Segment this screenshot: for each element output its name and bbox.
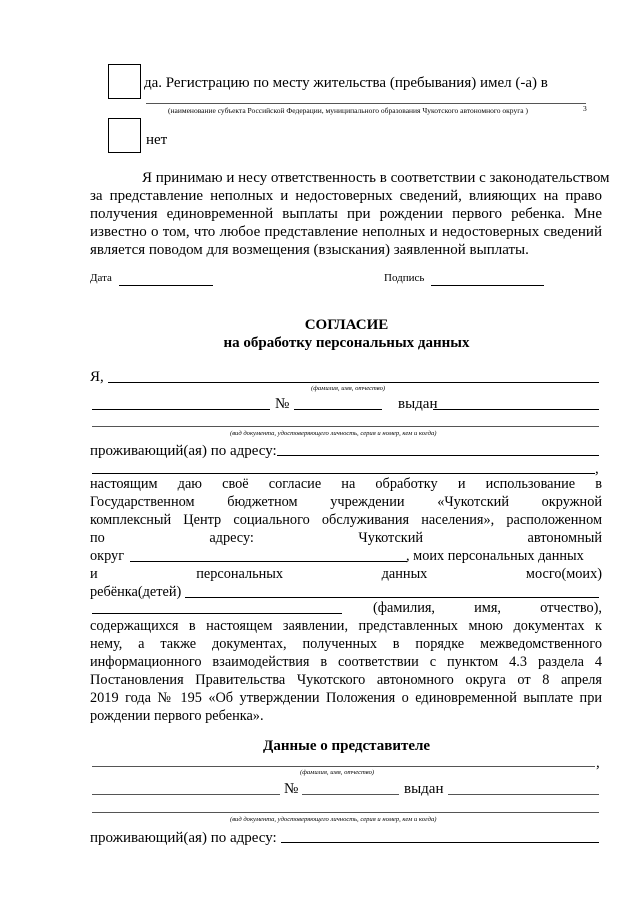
representative-issued-label: выдан [404,781,444,797]
responsibility-line-3: получения единовременной выплаты при рождении первого ребенка. Мне [90,206,602,222]
sign-line[interactable] [431,285,544,286]
consent-body-fio-note: (фамилия, имя, отчество), [373,600,602,616]
representative-living-label: проживающий(ая) по адресу: [90,830,277,846]
representative-doc-line-2[interactable] [92,812,599,813]
representative-fio-comma: , [596,755,600,771]
consent-address-line-2[interactable] [92,473,595,474]
consent-address-comma: , [595,461,599,477]
responsibility-line-2: за представление неполных и недостоверных сведений, влияющих на право [90,188,602,204]
registration-yes-checkbox[interactable] [108,64,141,99]
consent-doc-hint: (вид документа, удостоверяющего личность, серия и номер, кем и когда) [230,430,437,437]
consent-doc-line-2[interactable] [92,426,599,427]
consent-body-line-11: информационного взаимодействия в соответствии с пунктом 4.3 раздела 4 [90,654,602,670]
consent-issued-label: выдан [398,396,438,412]
consent-subtitle: на обработку персональных данных [223,335,470,351]
consent-body-line-4: по адресу: Чукотский автономный [90,530,602,546]
consent-number-sign: № [275,396,290,412]
consent-child-line-2[interactable] [92,613,342,614]
consent-body-line-12: Постановления Правительства Чукотского автономного округа от 8 апреля [90,672,602,688]
consent-address-line-1[interactable] [277,455,599,456]
consent-child-line-1[interactable] [185,597,599,598]
consent-body-line-9: содержащихся в настоящем заявлении, представленных мною документах к [90,618,602,634]
consent-i-label: Я, [90,369,104,385]
consent-okrug-line[interactable] [130,561,407,562]
representative-number-sign: № [284,781,299,797]
representative-fio-hint: (фамилия, имя, отчество) [300,769,375,776]
consent-doc-number-line[interactable] [294,409,382,410]
consent-body-personal-data: , моих персональных данных [406,548,584,564]
representative-fio-line[interactable] [92,766,595,767]
registration-no-checkbox[interactable] [108,118,141,153]
consent-fio-hint: (фамилия, имя, отчество) [311,385,386,392]
sign-label: Подпись [384,272,425,284]
representative-title: Данные о представителе [263,738,431,754]
consent-body-child-label: ребёнка(детей) [90,584,182,600]
date-line[interactable] [119,285,213,286]
consent-title: СОГЛАСИЕ [304,317,389,333]
registration-region-mark: 3 [583,104,587,113]
registration-no-label: нет [146,132,168,148]
consent-body-line-2: Государственном бюджетном учреждении «Чукотский окружной [90,494,602,510]
responsibility-line-4: известно о том, что любое представление неполных и недостоверных сведений [90,224,602,240]
consent-body-line-14: рождении первого ребенка». [90,708,264,724]
responsibility-line-5: является поводом для возмещения (взыскания) заявленной выплаты. [90,242,529,258]
consent-body-line-13: 2019 года № 195 «Об утверждении Положения о единовременной выплате при [90,690,602,706]
registration-region-line[interactable] [146,103,586,104]
representative-issued-line[interactable] [448,794,599,795]
representative-doc-type-line[interactable] [92,794,280,795]
consent-body-line-6: и персональных данных мосго(моих) [90,566,602,582]
date-label: Дата [90,272,112,284]
registration-yes-label: да. Регистрацию по месту жительства (пребывания) имел (-а) в [144,75,548,91]
responsibility-line-1: Я принимаю и несу ответственность в соответствии с законодательством [142,170,610,186]
consent-body-line-3: комплексный Центр социального обслуживания населения», расположенном [90,512,602,528]
registration-region-hint: (наименование субъекта Российской Федерации, муниципального образования Чукотского автономного округа ) [168,106,528,115]
consent-issued-line[interactable] [433,409,599,410]
representative-address-line[interactable] [281,842,599,843]
consent-body-line-10: нему, а также документах, полученных в порядке межведомственного [90,636,602,652]
consent-body-line-1: настоящим даю своё согласие на обработку и использование в [90,476,602,492]
consent-living-label: проживающий(ая) по адресу: [90,443,277,459]
consent-doc-type-line[interactable] [92,409,270,410]
consent-body-okrug: округ [90,548,125,564]
representative-doc-number-line[interactable] [302,794,399,795]
consent-fio-line[interactable] [108,382,599,383]
representative-doc-hint: (вид документа, удостоверяющего личность, серия и номер, кем и когда) [230,816,437,823]
